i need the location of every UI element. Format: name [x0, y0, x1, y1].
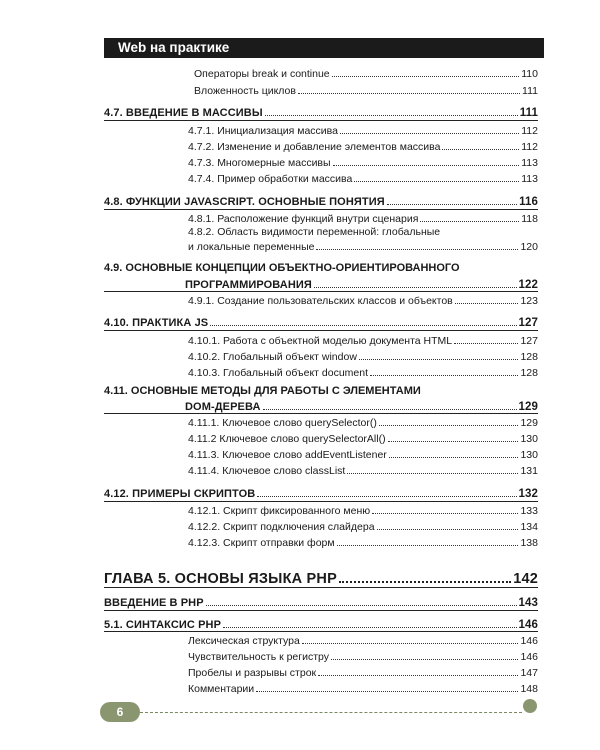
- toc-entry[interactable]: 4.10.3. Глобальный объект document 128: [188, 367, 538, 379]
- section-rule: [104, 413, 538, 414]
- section-rule: [104, 209, 538, 210]
- toc-entry[interactable]: 4.7.2. Изменение и добавление элементов массива 112: [188, 141, 538, 153]
- toc-entry[interactable]: 4.12.3. Скрипт отправки форм 138: [188, 537, 538, 549]
- section-rule: [104, 291, 538, 292]
- toc-entry[interactable]: 4.11.1. Ключевое слово querySelector() 129: [188, 417, 538, 429]
- section-rule: [104, 610, 538, 611]
- toc-section[interactable]: 4.10. ПРАКТИКА JS 127: [104, 317, 538, 329]
- footer-divider: [140, 712, 522, 713]
- toc-entry[interactable]: Чувствительность к регистру 146: [188, 651, 538, 663]
- toc-chapter[interactable]: ГЛАВА 5. ОСНОВЫ ЯЗЫКА PHP 142: [104, 571, 538, 587]
- toc-section[interactable]: 4.8. ФУНКЦИИ JAVASCRIPT. ОСНОВНЫЕ ПОНЯТИЯ 116: [104, 196, 538, 208]
- section-rule: [104, 501, 538, 502]
- toc-entry[interactable]: Комментарии 148: [188, 683, 538, 695]
- toc-entry[interactable]: 4.7.3. Многомерные массивы 113: [188, 157, 538, 169]
- toc-entry[interactable]: 4.11.2 Ключевое слово querySelectorAll() 130: [188, 433, 538, 445]
- toc-entry[interactable]: 4.9.1. Создание пользовательских классов и объектов 123: [188, 295, 538, 307]
- toc-entry[interactable]: 4.8.1. Расположение функций внутри сценария 118: [188, 213, 538, 225]
- toc-section-first-line: 4.11. ОСНОВНЫЕ МЕТОДЫ ДЛЯ РАБОТЫ С ЭЛЕМЕНТАМИ: [104, 385, 421, 397]
- toc-entry[interactable]: Лексическая структура 146: [188, 635, 538, 647]
- toc-entry[interactable]: 4.7.1. Инициализация массива 112: [188, 125, 538, 137]
- toc-entry[interactable]: и локальные переменные 120: [188, 241, 538, 253]
- toc-entry[interactable]: 4.11.3. Ключевое слово addEventListener 130: [188, 449, 538, 461]
- chapter-rule: [104, 587, 538, 588]
- toc-entry[interactable]: Пробелы и разрывы строк 147: [188, 667, 538, 679]
- toc-section[interactable]: ПРОГРАММИРОВАНИЯ 122: [185, 279, 538, 291]
- toc-section[interactable]: ВВЕДЕНИЕ В PHP 143: [104, 597, 538, 609]
- section-rule: [104, 631, 538, 632]
- page-number-badge: 6: [100, 702, 140, 722]
- toc-entry[interactable]: 4.11.4. Ключевое слово classList 131: [188, 465, 538, 477]
- toc-section[interactable]: 4.7. ВВЕДЕНИЕ В МАССИВЫ 111: [104, 107, 538, 119]
- section-rule: [104, 120, 538, 121]
- toc-entry[interactable]: 4.12.1. Скрипт фиксированного меню 133: [188, 505, 538, 517]
- toc-section[interactable]: 4.12. ПРИМЕРЫ СКРИПТОВ 132: [104, 488, 538, 500]
- running-header-title: Web на практике: [118, 40, 230, 55]
- toc-entry[interactable]: Операторы break и continue 110: [194, 68, 538, 80]
- toc-entry[interactable]: 4.12.2. Скрипт подключения слайдера 134: [188, 521, 538, 533]
- section-rule: [104, 330, 538, 331]
- footer-dot-icon: [523, 699, 537, 713]
- toc-entry[interactable]: 4.7.4. Пример обработки массива 113: [188, 173, 538, 185]
- toc-entry[interactable]: Вложенность циклов 111: [194, 85, 538, 97]
- toc-entry-first-line: 4.8.2. Область видимости переменной: глобальные: [188, 226, 441, 238]
- toc-section-first-line: 4.9. ОСНОВНЫЕ КОНЦЕПЦИИ ОБЪЕКТНО-ОРИЕНТИРОВАННОГО: [104, 262, 460, 274]
- toc-section[interactable]: DOM-ДЕРЕВА 129: [185, 401, 538, 413]
- toc-entry[interactable]: 4.10.1. Работа с объектной моделью документа HTML 127: [188, 335, 538, 347]
- toc-section[interactable]: 5.1. СИНТАКСИС PHP 146: [104, 619, 538, 631]
- toc-entry[interactable]: 4.10.2. Глобальный объект window 128: [188, 351, 538, 363]
